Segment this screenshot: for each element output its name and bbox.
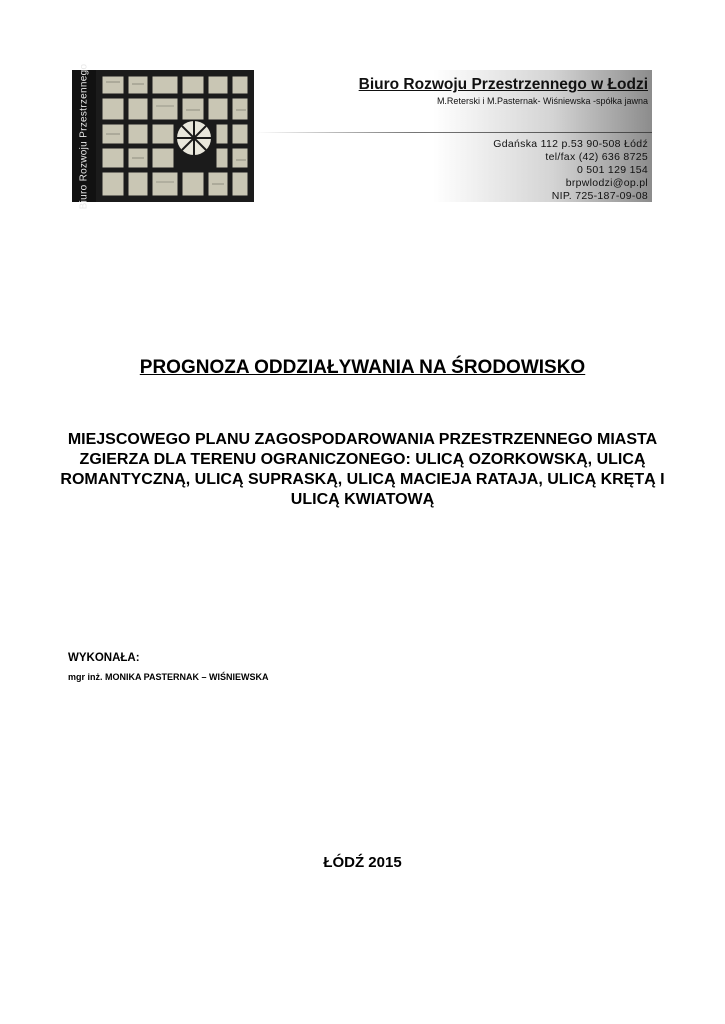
header-divider (254, 132, 652, 133)
company-name: Biuro Rozwoju Przestrzennego w Łodzi (358, 76, 648, 93)
place-date: ŁÓDŹ 2015 (323, 854, 402, 871)
company-owners: M.Reterski i M.Pasternak- Wiśniewska -spółka jawna (436, 96, 648, 106)
author-name: mgr inż. MONIKA PASTERNAK – WIŚNIEWSKA (68, 672, 269, 682)
map-drawing (96, 70, 254, 202)
letterhead (72, 63, 652, 209)
contact-address: Gdańska 112 p.53 90-508 Łódź (493, 138, 648, 150)
contact-mobile: 0 501 129 154 (576, 164, 648, 176)
document-title: PROGNOZA ODDZIAŁYWANIA NA ŚRODOWISKO (139, 357, 586, 378)
author-label: WYKONAŁA: (68, 652, 140, 664)
contact-email: brpwlodzi@op.pl (565, 177, 648, 189)
vertical-strip (72, 63, 96, 209)
contact-nip: NIP. 725-187-09-08 (551, 190, 648, 202)
document-subtitle: MIEJSCOWEGO PLANU ZAGOSPODAROWANIA PRZESTRZENNEGO MIASTA ZGIERZA DLA TERENU OGRANICZONEGO: ULICĄ OZORKOWSKĄ, ULICĄ ROMANTYCZNĄ, ULICĄ SUPRASKĄ, ULICĄ MACIEJA RATAJA, ULICĄ KRĘTĄ I ULICĄ KWIATOWĄ (60, 431, 665, 508)
contact-block (493, 138, 648, 203)
contact-phone: tel/fax (42) 636 8725 (545, 151, 648, 163)
city-map-logo-icon (96, 70, 254, 202)
vertical-company-text: Biuro Rozwoju Przestrzennego (78, 63, 90, 209)
